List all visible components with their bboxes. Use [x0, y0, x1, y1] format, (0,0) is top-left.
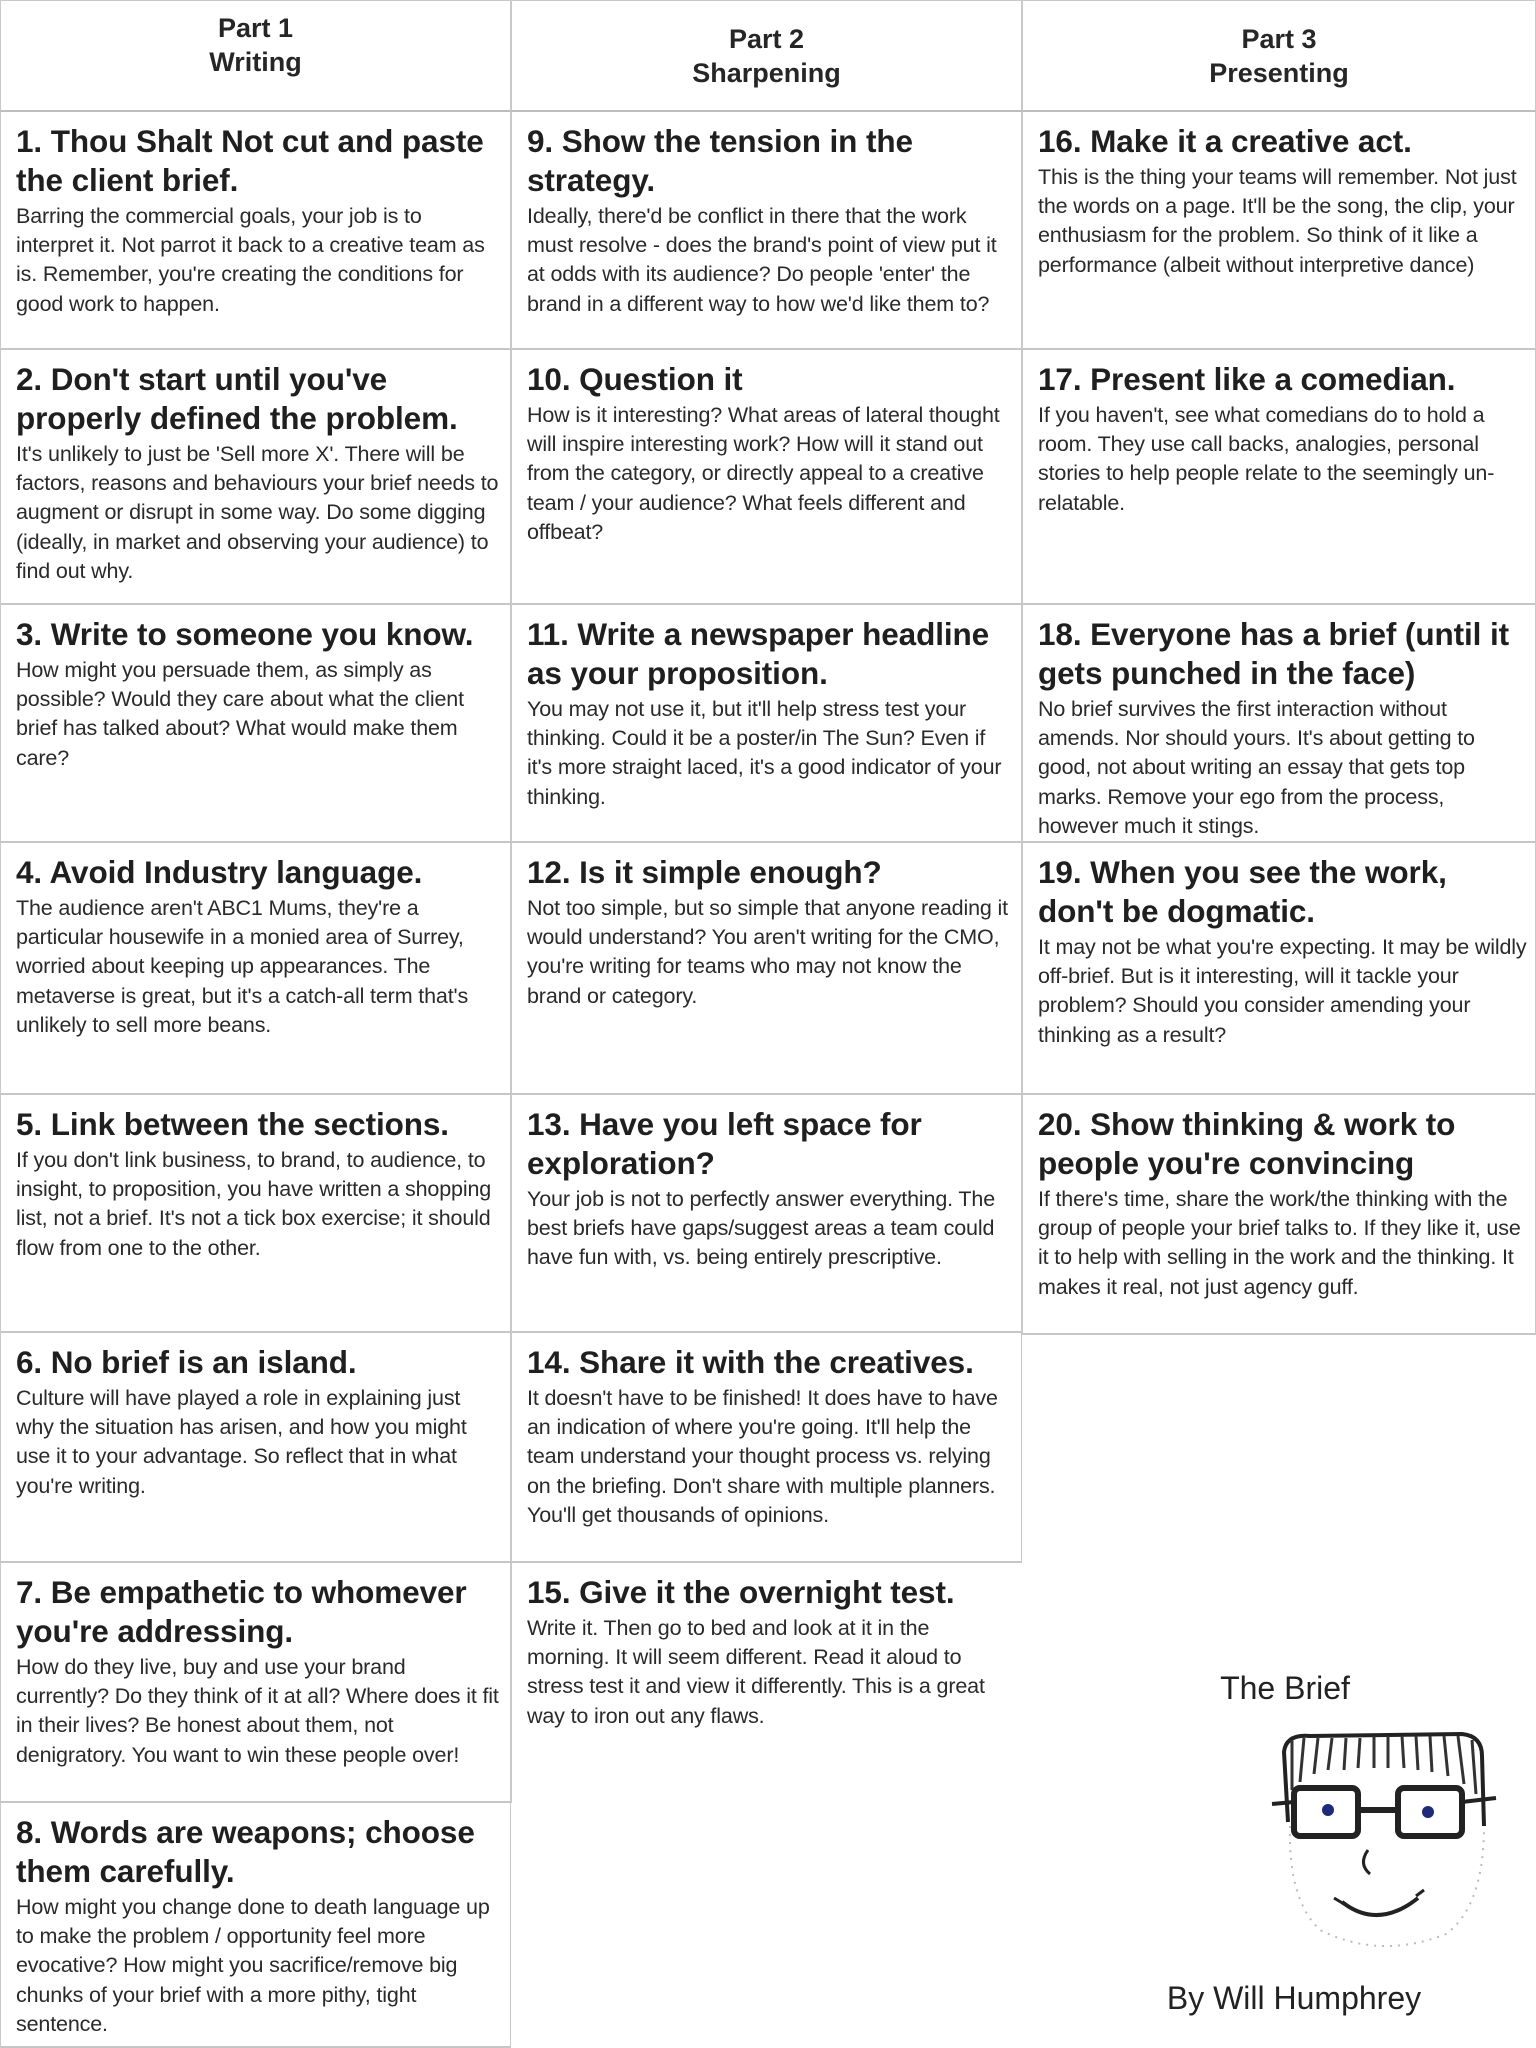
tip-title: 12. Is it simple enough?	[527, 854, 882, 890]
tip-body: How is it interesting? What areas of lateral thought will inspire interesting work? How will it stand out from the category, or directly appeal to a creative team / your audience? What feels different and offbeat?	[527, 403, 1000, 544]
tip-body: How do they live, buy and use your brand currently? Do they think of it at all? Where does it fit in their lives? Be honest about them, not denigratory. You want to win these people over!	[16, 1655, 499, 1767]
tip-card	[0, 112, 511, 350]
tip-title: 13. Have you left space for exploration?	[527, 1106, 922, 1181]
tip-card	[1022, 843, 1536, 1095]
tip-body: It's unlikely to just be 'Sell more X'. There will be factors, reasons and behaviours your brief needs to augment or disrupt in some way. Do some digging (ideally, in market and observing your audience) to find out why.	[16, 442, 499, 583]
part-label: Part 2	[728, 23, 805, 54]
tip-body: Culture will have played a role in explaining just why the situation has arisen, and how you might use it to your advantage. So reflect that in what you're writing.	[16, 1386, 467, 1498]
tip-body: Write it. Then go to bed and look at it in the morning. It will seem different. Read it aloud to stress test it and view it differently. This is a great way to iron out any flaws.	[527, 1616, 985, 1728]
tip-card	[1022, 350, 1536, 605]
signature-block	[1022, 1330, 1536, 2048]
signature-author: By Will Humphrey	[1166, 1980, 1422, 2016]
tip-card	[511, 605, 1022, 843]
tip-card	[511, 112, 1022, 350]
column-part-3	[1022, 0, 1536, 1335]
part-1-header	[0, 0, 511, 112]
tip-body: Your job is not to perfectly answer everything. The best briefs have gaps/suggest areas a team could have fun with, vs. being entirely prescriptive.	[527, 1187, 996, 1270]
tip-body: Ideally, there'd be conflict in there that the work must resolve - does the brand's point of view put it at odds with its audience? Do people 'enter' the brand in a different way to how we'd like them to?	[527, 204, 997, 316]
tip-card	[0, 605, 511, 843]
tip-title: 5. Link between the sections.	[16, 1106, 449, 1142]
tip-body: If you haven't, see what comedians do to hold a room. They use call backs, analogies, personal stories to help people relate to the seemingly un-relatable.	[1038, 403, 1495, 515]
tip-title: 9. Show the tension in the strategy.	[527, 123, 913, 198]
tip-body: How might you change done to death language up to make the problem / opportunity feel more evocative? How might you sacrifice/remove big chunks of your brief with a more pithy, tight sentence.	[16, 1895, 490, 2036]
tip-body: It may not be what you're expecting. It may be wildly off-brief. But is it interesting, will it tackle your problem? Should you consider amending your thinking as a result?	[1038, 935, 1527, 1047]
tip-body: You may not use it, but it'll help stress test your thinking. Could it be a poster/in The Sun? Even if it's more straight laced, it's a good indicator of your thinking.	[527, 697, 1002, 809]
tip-title: 14. Share it with the creatives.	[527, 1344, 974, 1380]
part-2-header	[511, 0, 1022, 112]
part-3-header	[1022, 0, 1536, 112]
tip-body: This is the thing your teams will remember. Not just the words on a page. It'll be the song, the clip, your enthusiasm for the problem. So think of it like a performance (albeit without interpretive dance)	[1038, 165, 1517, 277]
tip-body: Not too simple, but so simple that anyone reading it would understand? You aren't writing for the CMO, you're writing for teams who may not know the brand or category.	[527, 896, 1008, 1008]
tip-body: The audience aren't ABC1 Mums, they're a particular housewife in a monied area of Surrey, worried about keeping up appearances. The metaverse is great, but it's a catch-all term that's unlikely to sell more beans.	[16, 896, 469, 1037]
tip-title: 8. Words are weapons; choose them carefully.	[16, 1814, 475, 1889]
tip-title: 18. Everyone has a brief (until it gets punched in the face)	[1038, 616, 1509, 691]
part-label: Part 3	[1241, 23, 1317, 54]
tip-title: 10. Question it	[527, 361, 743, 397]
signature-title: The Brief	[1220, 1670, 1350, 1706]
tip-body: If there's time, share the work/the thinking with the group of people your brief talks to. If they like it, use it to help with selling in the work and the thinking. It makes it real, not just agency guff.	[1038, 1187, 1521, 1299]
tip-card	[0, 1095, 511, 1333]
tip-card	[1022, 605, 1536, 843]
tip-card	[0, 843, 511, 1095]
tip-card	[0, 1333, 511, 1563]
tip-card	[1022, 112, 1536, 350]
tip-title: 4. Avoid Industry language.	[16, 854, 423, 890]
tip-card	[0, 1563, 511, 1803]
tip-body: If you don't link business, to brand, to audience, to insight, to proposition, you have written a shopping list, not a brief. It's not a tick box exercise; it should flow from one to the other.	[16, 1148, 492, 1260]
tip-body: Barring the commercial goals, your job is to interpret it. Not parrot it back to a creative team as is. Remember, you're creating the conditions for good work to happen.	[16, 204, 485, 316]
tip-title: 16. Make it a creative act.	[1038, 123, 1412, 159]
tip-card	[511, 1095, 1022, 1333]
tip-title: 2. Don't start until you've properly defined the problem.	[16, 361, 458, 436]
tip-card	[0, 1803, 511, 2048]
column-part-1	[0, 0, 511, 2048]
column-part-2	[511, 0, 1022, 2048]
part-name: Writing	[209, 47, 302, 77]
tip-title: 20. Show thinking & work to people you're convincing	[1038, 1106, 1456, 1181]
tip-body: It doesn't have to be finished! It does have to have an indication of where you're going. It'll help the team understand your thought process vs. relying on the briefing. Don't share with multiple planners. You'll get thousands of opinions.	[527, 1386, 998, 1527]
part-name: Sharpening	[692, 57, 841, 88]
tip-card	[0, 350, 511, 605]
tip-card	[511, 1333, 1022, 1563]
tip-title: 15. Give it the overnight test.	[527, 1574, 955, 1610]
tip-card	[511, 843, 1022, 1095]
tip-body: How might you persuade them, as simply as possible? Would they care about what the client brief has talked about? What would make them care?	[16, 658, 464, 770]
tip-card	[511, 350, 1022, 605]
tip-title: 6. No brief is an island.	[16, 1344, 357, 1380]
tip-title: 3. Write to someone you know.	[16, 616, 474, 652]
part-name: Presenting	[1209, 57, 1349, 88]
tip-title: 7. Be empathetic to whomever you're addressing.	[16, 1574, 467, 1649]
tip-title: 19. When you see the work, don't be dogmatic.	[1038, 854, 1447, 929]
tip-body: No brief survives the first interaction without amends. Nor should yours. It's about getting to good, not about writing an essay that gets top marks. Remove your ego from the process, however much it stings.	[1038, 697, 1475, 838]
tip-title: 17. Present like a comedian.	[1038, 361, 1456, 397]
author-face-drawing	[1270, 1730, 1500, 1952]
tip-title: 11. Write a newspaper headline as your proposition.	[527, 616, 990, 691]
part-label: Part 1	[217, 13, 294, 43]
tip-card	[1022, 1095, 1536, 1335]
tip-title: 1. Thou Shalt Not cut and paste the client brief.	[16, 123, 484, 198]
tip-card	[511, 1563, 1022, 1803]
